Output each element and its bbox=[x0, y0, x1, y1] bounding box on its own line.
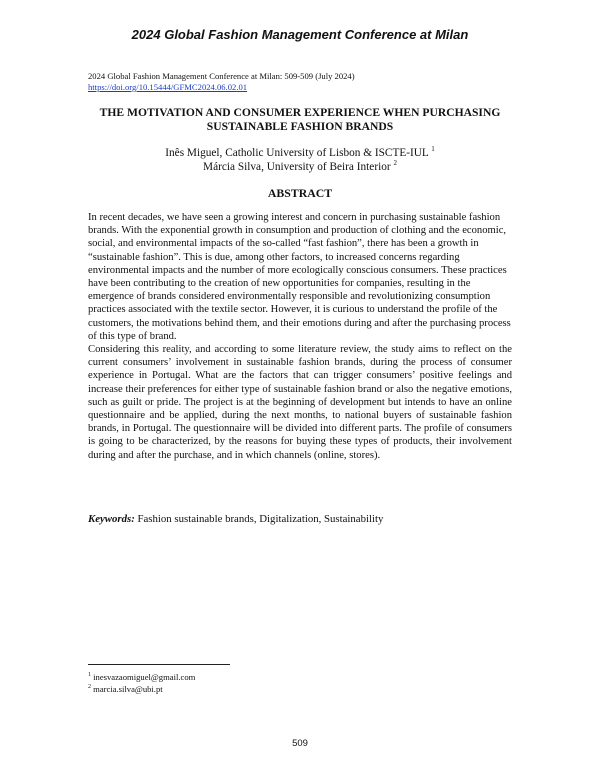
author-1 bbox=[60, 146, 540, 160]
footnote-2-mark: 2 bbox=[88, 684, 91, 691]
keywords-line bbox=[88, 513, 512, 525]
citation-line: 2024 Global Fashion Management Conference at Milan: 509-509 (July 2024) bbox=[88, 71, 355, 81]
footnote-2-email[interactable]: marcia.silva@ubi.pt bbox=[91, 684, 163, 694]
author-2-name: Márcia Silva, University of Beira Interior bbox=[203, 161, 391, 173]
doi-link[interactable]: https://doi.org/10.15444/GFMC2024.06.02.01 bbox=[88, 82, 248, 92]
paper-title-line-1: THE MOTIVATION AND CONSUMER EXPERIENCE WHEN PURCHASING bbox=[99, 106, 501, 119]
footnote-1-email[interactable]: inesvazaomiguel@gmail.com bbox=[91, 672, 196, 682]
keywords-text: Fashion sustainable brands, Digitalization, Sustainability bbox=[134, 513, 384, 525]
citation-block bbox=[88, 71, 355, 93]
running-header: 2024 Global Fashion Management Conference at Milan bbox=[131, 27, 469, 42]
keywords-label: Keywords: bbox=[88, 513, 135, 525]
abstract-paragraph-1: In recent decades, we have seen a growing interest and concern in purchasing sustainable fashion brands. With the exponential growth in consumption and production of clothing and the economic, social, and environmental impacts of the so-called “fast fashion”, there has been a growth in “sustainable fashion”. This is due, among other factors, to increased concerns regarding environmental impacts and the number of more ecologically conscious consumers. These practices have been contributing to the creation of new opportunities for companies, resulting in the emergence of brands considered environmentally responsible and revolutionizing consumption practices associated with the textile sector. However, it is curious to understand the profile of the customers, the motivations behind them, and their emotions during and after the purchasing process of this type of brand. bbox=[88, 212, 511, 342]
paper-title bbox=[60, 106, 540, 134]
abstract-heading: ABSTRACT bbox=[267, 186, 333, 200]
abstract-body bbox=[88, 211, 512, 462]
footnote-2 bbox=[88, 683, 195, 695]
footnote-1-mark: 1 bbox=[88, 672, 91, 679]
abstract-paragraph-2: Considering this reality, and according to some literature review, the study aims to reflect on the current consumers’ involvement in sustainable fashion brands, during the process of consumer experience in Portugal. What are the factors that can trigger consumers’ positive feelings and increase their preferences for either type of sustainable fashion brand or also the negative emotions, such as guilt or pride. The project is at the beginning of development but intends to have an online questionnaire and be applied, during the next months, to national buyers of sustainable fashion brands, in Portugal. The questionnaire will be divided into different parts. The profile of consumers is going to be characterized, by the reasons for buying these types of products, their involvement during and after the purchase, and in which channels (online, stores). bbox=[88, 344, 512, 461]
author-list bbox=[60, 146, 540, 174]
paper-title-line-2: SUSTAINABLE FASHION BRANDS bbox=[206, 120, 394, 133]
author-2 bbox=[60, 160, 540, 174]
page-number: 509 bbox=[292, 738, 308, 749]
footnotes bbox=[88, 671, 195, 695]
author-1-name: Inês Miguel, Catholic University of Lisbon & ISCTE-IUL bbox=[165, 147, 429, 159]
author-1-footnote-mark[interactable]: 1 bbox=[431, 145, 435, 154]
author-2-footnote-mark[interactable]: 2 bbox=[393, 159, 397, 168]
footnote-1 bbox=[88, 671, 195, 683]
footnote-divider bbox=[88, 664, 230, 665]
